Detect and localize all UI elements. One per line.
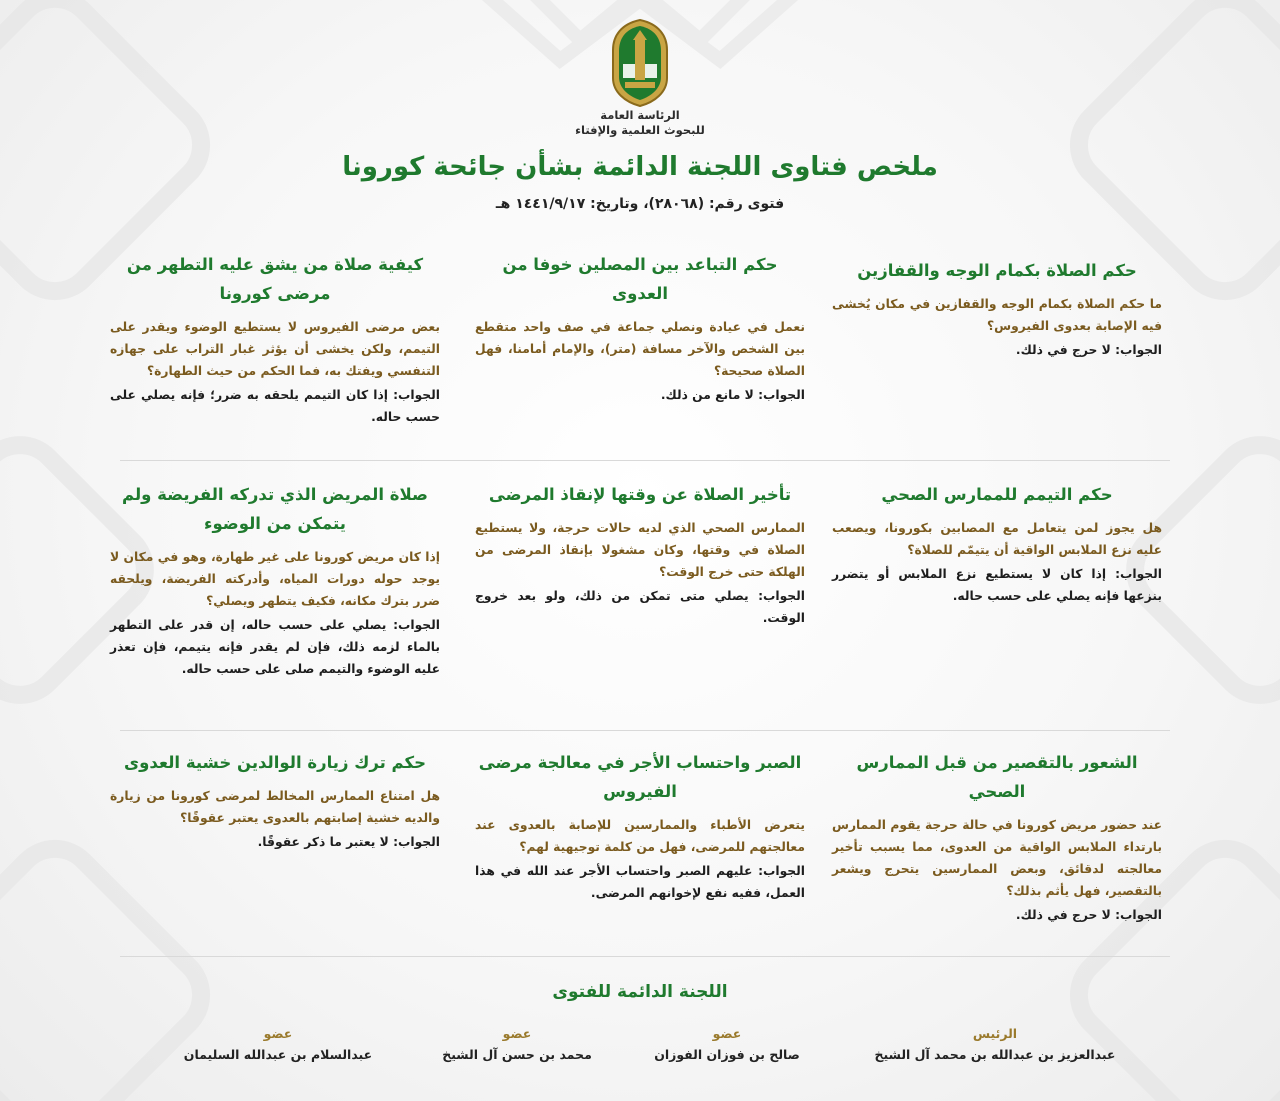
fatwa-title: حكم الصلاة بكمام الوجه والقفازين bbox=[857, 261, 1137, 280]
fatwa-question: ما حكم الصلاة بكمام الوجه والقفازين في مكان يُخشى فيه الإصابة بعدوى الفيروس؟ bbox=[832, 297, 1162, 333]
member-role: الرئيس bbox=[972, 1026, 1018, 1041]
fatwa-answer: الجواب: إذا كان التيمم يلحقه به ضرر؛ فإنه يصلي على حسب حاله. bbox=[110, 388, 440, 424]
fatwa-question: الممارس الصحي الذي لديه حالات حرجة، ولا يستطيع الصلاة في وقتها، وكان مشغولا بإنقاذ المرضى من الهلكة حتى خرج الوقت؟ bbox=[475, 521, 805, 579]
fatwa-answer: الجواب: لا مانع من ذلك. bbox=[660, 388, 805, 402]
committee-member bbox=[392, 1024, 642, 1066]
fatwa-title: صلاة المريض الذي تدركه الفريضة ولم يتمكن من الوضوء bbox=[122, 485, 428, 533]
fatwa-title: حكم التيمم للممارس الصحي bbox=[881, 485, 1113, 504]
fatwa-answer: الجواب: عليهم الصبر واحتساب الأجر عند الله في هذا العمل، ففيه نفع لإخوانهم المرضى. bbox=[475, 864, 805, 900]
fatwa-question: هل يجوز لمن يتعامل مع المصابين بكورونا، ويصعب عليه نزع الملابس الواقية أن يتيمّم للصلاة؟ bbox=[832, 521, 1162, 557]
organization-name bbox=[540, 108, 740, 138]
committee-member bbox=[153, 1024, 403, 1066]
fatwa-answer: الجواب: يصلي على حسب حاله، إن قدر على التطهر بالماء لزمه ذلك، فإن لم يقدر فإنه يتيمم، فإن تعذر عليه الوضوء والتيمم صلى على حسب حاله. bbox=[110, 618, 440, 676]
fatwa-card-distancing bbox=[475, 250, 805, 406]
row-divider bbox=[120, 956, 1170, 957]
fatwa-answer: الجواب: لا حرج في ذلك. bbox=[1015, 908, 1162, 922]
fatwa-card-parents bbox=[110, 748, 440, 853]
fatwa-card-patience bbox=[475, 748, 805, 904]
row-divider bbox=[120, 730, 1170, 731]
fatwa-title: الشعور بالتقصير من قبل الممارس الصحي bbox=[856, 753, 1138, 801]
fatwa-title: كيفية صلاة من يشق عليه التطهر من مرضى كورونا bbox=[126, 255, 424, 303]
fatwa-question: إذا كان مريض كورونا على غير طهارة، وهو في مكان لا يوجد حوله دورات المياه، وأدركته الفريضة، ويلحقه ضرر بترك مكانه، فكيف يتطهر ويصلي؟ bbox=[110, 550, 440, 608]
member-name: عبدالعزيز بن عبدالله بن محمد آل الشيخ bbox=[874, 1047, 1116, 1062]
page-title: ملخص فتاوى اللجنة الدائمة بشأن جائحة كورونا bbox=[342, 152, 938, 182]
fatwa-answer: الجواب: لا حرج في ذلك. bbox=[1015, 343, 1162, 357]
member-name: عبدالسلام بن عبدالله السليمان bbox=[183, 1047, 373, 1062]
member-role: عضو bbox=[712, 1026, 742, 1041]
committee-member-chair bbox=[870, 1024, 1120, 1066]
fatwa-title: تأخير الصلاة عن وقتها لإنقاذ المرضى bbox=[488, 485, 792, 504]
fatwa-title: حكم ترك زيارة الوالدين خشية العدوى bbox=[124, 753, 426, 772]
header bbox=[0, 0, 1280, 230]
member-role: عضو bbox=[263, 1026, 293, 1041]
member-role: عضو bbox=[502, 1026, 532, 1041]
fatwa-question: نعمل في عيادة ونصلي جماعة في صف واحد متقطع بين الشخص والآخر مسافة (متر)، والإمام أمامنا، فهل الصلاة صحيحة؟ bbox=[475, 320, 805, 378]
fatwa-card-masks bbox=[832, 256, 1162, 361]
member-name: محمد بن حسن آل الشيخ bbox=[442, 1047, 592, 1062]
org-name-line2: للبحوث العلمية والإفتاء bbox=[575, 123, 705, 137]
fatwa-reference: فتوى رقم: (٢٨٠٦٨)، وتاريخ: ١٤٤١/٩/١٧ هـ bbox=[495, 196, 785, 212]
fatwa-answer: الجواب: لا يعتبر ما ذكر عقوقًا. bbox=[257, 835, 440, 849]
fatwa-card-guilt bbox=[832, 748, 1162, 926]
organization-logo bbox=[609, 18, 671, 108]
fatwa-title: الصبر واحتساب الأجر في معالجة مرضى الفيروس bbox=[478, 753, 802, 801]
fatwa-card-tayammum bbox=[832, 480, 1162, 607]
org-name-line1: الرئاسة العامة bbox=[600, 108, 680, 122]
member-name: صالح بن فوزان الفوزان bbox=[654, 1047, 800, 1062]
row-divider bbox=[120, 460, 1170, 461]
fatwa-question: بعض مرضى الفيروس لا يستطيع الوضوء ويقدر على التيمم، ولكن يخشى أن يؤثر غبار التراب على جهازه التنفسي ويفتك به، فما الحكم من حيث الطهارة؟ bbox=[110, 320, 440, 378]
fatwa-card-no-wudu bbox=[110, 480, 440, 680]
committee-title: اللجنة الدائمة للفتوى bbox=[552, 982, 728, 1002]
fatwa-title: حكم التباعد بين المصلين خوفا من العدوى bbox=[502, 255, 778, 303]
fatwa-question: يتعرض الأطباء والممارسين للإصابة بالعدوى عند معالجتهم للمرضى، فهل من كلمة توجيهية لهم؟ bbox=[475, 818, 805, 854]
fatwa-card-purification bbox=[110, 250, 440, 428]
fatwa-question: هل امتناع الممارس المخالط لمرضى كورونا من زيارة والديه خشية إصابتهم بالعدوى يعتبر عقوقًا؟ bbox=[110, 789, 440, 825]
fatwa-answer: الجواب: إذا كان لا يستطيع نزع الملابس أو يتضرر بنزعها فإنه يصلي على حسب حاله. bbox=[832, 567, 1162, 603]
fatwa-answer: الجواب: يصلي متى تمكن من ذلك، ولو بعد خروج الوقت. bbox=[475, 589, 805, 625]
fatwa-question: عند حضور مريض كورونا في حالة حرجة يقوم الممارس بارتداء الملابس الواقية من العدوى، مما يسبب تأخير معالجته لدقائق، وبعض الممارسين يتحرج ويشعر بالتقصير، فهل يأثم بذلك؟ bbox=[832, 818, 1162, 898]
fatwa-card-delay-prayer bbox=[475, 480, 805, 629]
